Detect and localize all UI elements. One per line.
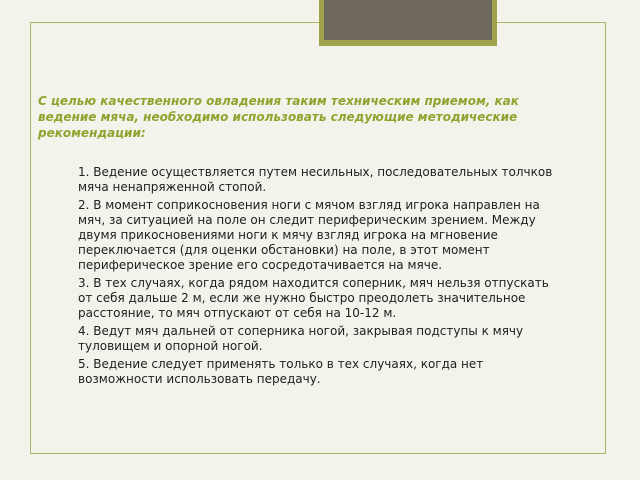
list-item-5: 5. Ведение следует применять только в тех случаях, когда нет возможности использовать передачу. bbox=[78, 357, 484, 386]
recommendations-list bbox=[78, 165, 558, 390]
slide-title: С целью качественного овладения таким техническим приемом, как ведение мяча, необходимо использовать следующие методические рекомендации: bbox=[38, 94, 519, 140]
list-item-4: 4. Ведут мяч дальней от соперника ногой, закрывая подступы к мячу туловищем и опорной ногой. bbox=[78, 324, 524, 353]
list-item-1: 1. Ведение осуществляется путем несильных, последовательных толчков мяча ненапряженной стопой. bbox=[78, 165, 553, 194]
header-tab-inner bbox=[324, 0, 492, 40]
list-item-2: 2. В момент соприкосновения ноги с мячом взгляд игрока направлен на мяч, за ситуацией на поле он следит периферическим зрением. Между двумя прикосновениями ноги к мячу взгляд игрока на мгновение переключается (для оценки обстановки) на поле, в этот момент периферическое зрение его сосредотачивается на мяче. bbox=[78, 198, 540, 272]
list-item-3: 3. В тех случаях, когда рядом находится соперник, мяч нельзя отпускать от себя дальше 2 м, если же нужно быстро преодолеть значительное расстояние, то мяч отпускают от себя на 10-12 м. bbox=[78, 276, 549, 320]
header-tab-decoration bbox=[319, 0, 497, 46]
